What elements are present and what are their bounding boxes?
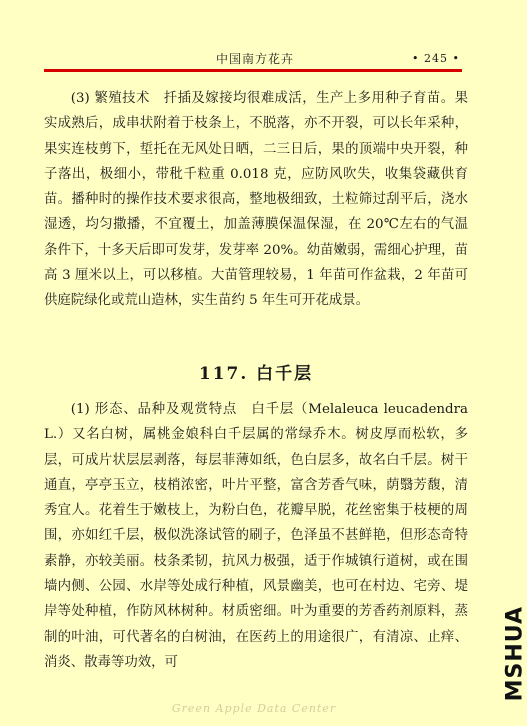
- running-header: [44, 50, 464, 68]
- running-header-title: 中国南方花卉: [216, 52, 295, 66]
- bottom-watermark: Green Apple Data Center: [171, 702, 337, 715]
- header-rule: [44, 69, 462, 72]
- paragraph-morphology: (1) 形态、品种及观赏特点 白千层（Melaleuca leucadendra L.）又名白树，属桃金娘科白千层属的常绿乔木。树皮厚而松软，多层，可成片状层层剥落，每层菲薄如纸，色白层多，故名白千层。树干通直，亭亭玉立，枝梢浓密，叶片平整，富含芳香气味，荫翳芳馥，清秀宜人。花着生于嫩枝上，为粉白色，花瓣早脱，花丝密集于枝梗的周围，亦如红千层，极似洗涤试管的刷子，色泽虽不甚鲜艳，但形态奇特素静，亦较美丽。枝条柔韧，抗风力极强，适于作城镇行道树，或在围墙内侧、公园、水岸等处成行种植，风景幽美，也可在村边、宅旁、堤岸等处种植，作防风林树种。材质密细。叶为重要的芳香药剂原料，蒸制的叶油，可代著名的白树油，在医药上的用途很广，有清凉、止痒、消炎、散毒等功效，可: [44, 402, 468, 670]
- page-number: • 245 •: [412, 52, 460, 65]
- section-heading: 117. 白千层: [198, 364, 314, 384]
- side-watermark-logo: MSHUA: [502, 606, 527, 702]
- paragraph-propagation: (3) 繁殖技术 扦插及嫁接均很难成活，生产上多用种子育苗。果实成熟后，成串状附着于枝条上，不脱落，亦不开裂，可以长年采种，果实连枝剪下，埑托在无风处日晒，二三日后，果的顶端中央开裂，种子落出，极细小，带秕千粒重 0.018 克，应防风吹失，收集袋藏供育苗。播种时的操作技术要求很高，整地极细致，土粒筛过刮平后，浇水湿透，均匀撒播，不宜覆土，加盖薄膜保温保湿，在 20℃左右的气温条件下，十多天后即可发芽，发芽率 20%。幼苗嫩弱，需细心护理，苗高 3 厘米以上，可以移植。大苗管理较易，1 年苗可作盆栽，2 年苗可供庭院绿化或荒山造林，实生苗约 5 年生可开花成景。: [44, 91, 468, 309]
